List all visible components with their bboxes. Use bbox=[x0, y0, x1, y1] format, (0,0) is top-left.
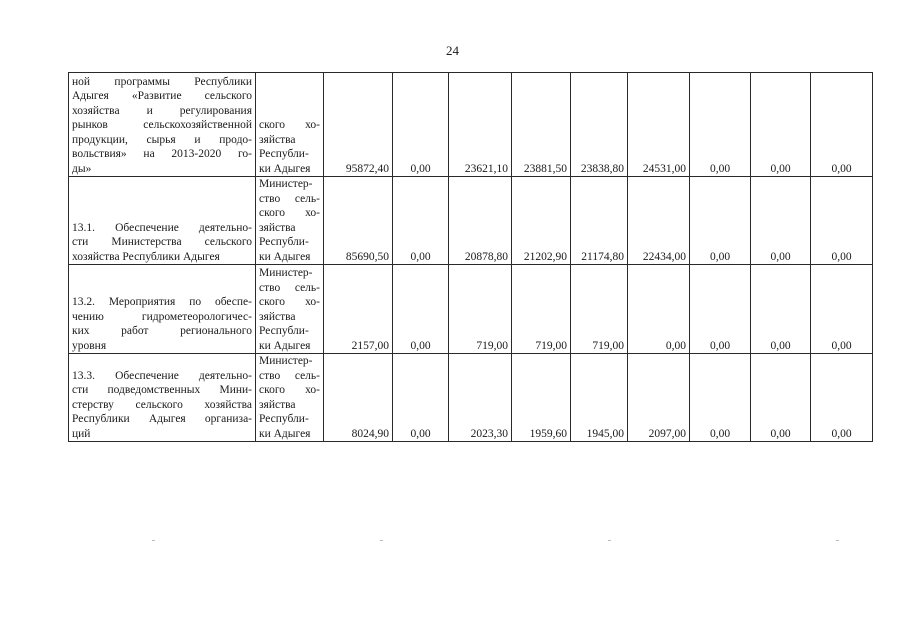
value-cell: 95872,40 bbox=[324, 73, 393, 177]
executor-cell bbox=[256, 354, 324, 442]
executor-line: ского хо- bbox=[259, 384, 320, 396]
value-cell: 719,00 bbox=[571, 265, 628, 354]
value-cell: 0,00 bbox=[751, 177, 811, 265]
activity-name-cell bbox=[69, 265, 256, 354]
executor-line: ки Адыгея bbox=[259, 427, 311, 440]
activity-name-line: сти подведомственных Мини- bbox=[72, 384, 252, 396]
activity-name-line: ной программы Республики bbox=[72, 75, 252, 88]
value-cell: 2157,00 bbox=[324, 265, 393, 354]
executor-line: зяйства bbox=[259, 221, 296, 234]
executor-line: ство сель- bbox=[259, 369, 320, 382]
executor-line: ского хо- bbox=[259, 207, 320, 219]
value-cell: 1959,60 bbox=[512, 354, 571, 442]
value-cell: 0,00 bbox=[690, 177, 751, 265]
executor-line: ского хо- bbox=[259, 119, 320, 131]
value-cell: 23621,10 bbox=[449, 73, 512, 177]
activity-name-cell bbox=[69, 177, 256, 265]
value-cell: 719,00 bbox=[449, 265, 512, 354]
executor-line: ского хо- bbox=[259, 296, 320, 308]
activity-name-line: вольствия» на 2013-2020 го- bbox=[72, 148, 252, 160]
page-number: 24 bbox=[446, 43, 459, 58]
executor-line: Министер- bbox=[259, 178, 313, 190]
activity-name-line: Адыгея «Развитие сельского bbox=[72, 90, 252, 102]
activity-name-line: чению гидрометеорологичес- bbox=[72, 310, 252, 323]
activity-name-line: ций bbox=[72, 427, 91, 440]
value-cell: 2023,30 bbox=[449, 354, 512, 442]
activity-name-line: 13.2. Мероприятия по обеспе- bbox=[72, 296, 252, 308]
value-cell: 0,00 bbox=[393, 354, 449, 442]
executor-line: ки Адыгея bbox=[259, 162, 311, 175]
activity-name-cell bbox=[69, 73, 256, 177]
value-cell: 0,00 bbox=[690, 354, 751, 442]
value-cell: 0,00 bbox=[393, 177, 449, 265]
budget-table bbox=[68, 72, 873, 442]
activity-name-line: 13.1. Обеспечение деятельно- bbox=[72, 221, 252, 234]
value-cell: 23838,80 bbox=[571, 73, 628, 177]
table-row bbox=[69, 354, 873, 442]
executor-line: ство сель- bbox=[259, 281, 320, 294]
activity-name-line: ды» bbox=[72, 162, 92, 175]
value-cell: 1945,00 bbox=[571, 354, 628, 442]
value-cell: 23881,50 bbox=[512, 73, 571, 177]
value-cell: 85690,50 bbox=[324, 177, 393, 265]
executor-line: ки Адыгея bbox=[259, 250, 311, 263]
activity-name-line: продукции, сырья и продо- bbox=[72, 133, 252, 146]
value-cell: 0,00 bbox=[751, 265, 811, 354]
value-cell: 24531,00 bbox=[628, 73, 690, 177]
value-cell: 0,00 bbox=[690, 265, 751, 354]
value-cell: 0,00 bbox=[811, 177, 873, 265]
executor-line: Республи- bbox=[259, 148, 309, 160]
value-cell: 21202,90 bbox=[512, 177, 571, 265]
activity-name-line: рынков сельскохозяйственной bbox=[72, 119, 252, 131]
executor-line: зяйства bbox=[259, 133, 296, 146]
activity-name-line: хозяйства и регулирования bbox=[72, 104, 252, 117]
value-cell: 0,00 bbox=[811, 73, 873, 177]
value-cell: 0,00 bbox=[393, 73, 449, 177]
value-cell: 719,00 bbox=[512, 265, 571, 354]
value-cell: 8024,90 bbox=[324, 354, 393, 442]
executor-line: Республи- bbox=[259, 325, 309, 337]
executor-line: зяйства bbox=[259, 310, 296, 323]
value-cell: 20878,80 bbox=[449, 177, 512, 265]
value-cell: 0,00 bbox=[811, 354, 873, 442]
executor-line: Республи- bbox=[259, 236, 309, 248]
executor-cell bbox=[256, 177, 324, 265]
value-cell: 0,00 bbox=[393, 265, 449, 354]
activity-name-line: уровня bbox=[72, 339, 107, 352]
executor-cell bbox=[256, 73, 324, 177]
activity-name-line: сти Министерства сельского bbox=[72, 236, 252, 248]
executor-line: Республи- bbox=[259, 413, 309, 425]
activity-name-line: ких работ регионального bbox=[72, 325, 252, 337]
executor-line: ки Адыгея bbox=[259, 339, 311, 352]
value-cell: 0,00 bbox=[811, 265, 873, 354]
executor-line: зяйства bbox=[259, 398, 296, 411]
table-row bbox=[69, 73, 873, 177]
value-cell: 0,00 bbox=[628, 265, 690, 354]
executor-cell bbox=[256, 265, 324, 354]
executor-line: Министер- bbox=[259, 355, 313, 367]
value-cell: 0,00 bbox=[690, 73, 751, 177]
activity-name-cell bbox=[69, 354, 256, 442]
value-cell: 21174,80 bbox=[571, 177, 628, 265]
value-cell: 22434,00 bbox=[628, 177, 690, 265]
activity-name-line: стерству сельского хозяйства bbox=[72, 398, 252, 411]
value-cell: 0,00 bbox=[751, 354, 811, 442]
activity-name-line: хозяйства Республики Адыгея bbox=[72, 250, 220, 263]
table-row bbox=[69, 177, 873, 265]
value-cell: 0,00 bbox=[751, 73, 811, 177]
activity-name-line: 13.3. Обеспечение деятельно- bbox=[72, 369, 252, 382]
value-cell: 2097,00 bbox=[628, 354, 690, 442]
activity-name-line: Республики Адыгея организа- bbox=[72, 413, 252, 425]
executor-line: ство сель- bbox=[259, 192, 320, 205]
table-row bbox=[69, 265, 873, 354]
executor-line: Министер- bbox=[259, 267, 313, 279]
